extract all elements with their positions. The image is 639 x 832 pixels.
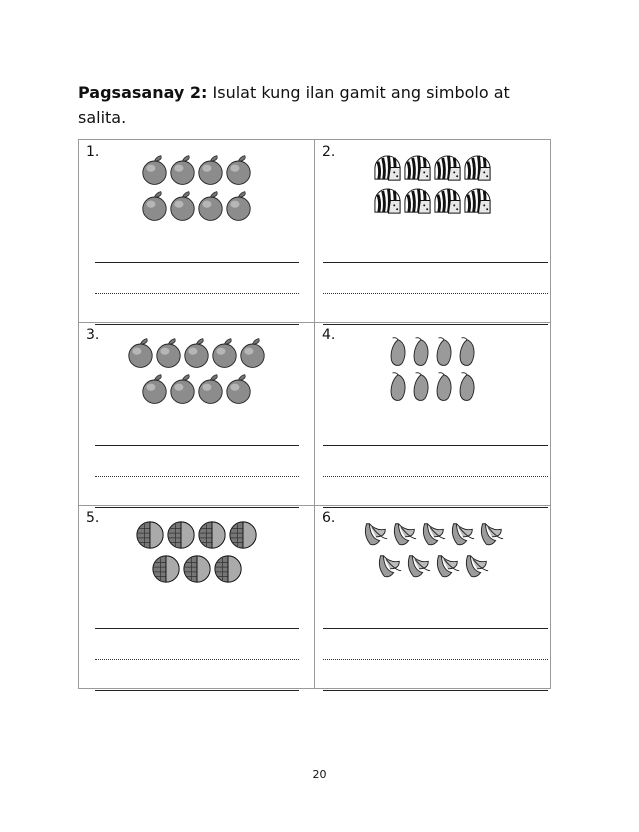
melon-icon: [166, 520, 196, 550]
item-number: 3.: [86, 327, 100, 343]
orange-icon: [225, 190, 252, 222]
fruit-row: [315, 154, 550, 183]
fruit-row: [315, 552, 550, 580]
mango-icon: [410, 372, 432, 403]
fruit-group: [79, 337, 314, 427]
instruction-text: Isulat kung ilan gamit ang simbolo at salita.: [78, 83, 510, 127]
fruit-group: [79, 154, 314, 244]
watermelon-slice-icon: [433, 154, 462, 183]
exercise-item-3: [79, 323, 315, 506]
fruit-group: [315, 520, 550, 610]
orange-icon: [225, 373, 252, 405]
watermelon-slice-icon: [463, 187, 492, 216]
answer-line-guide: [95, 293, 299, 294]
fruit-row: [79, 554, 314, 584]
exercise-item-4: [315, 323, 551, 506]
exercise-grid: [78, 139, 551, 689]
item-number: 4.: [322, 327, 336, 343]
exercise-item-1: [79, 140, 315, 323]
orange-icon: [169, 190, 196, 222]
orange-icon: [211, 337, 238, 369]
orange-icon: [239, 337, 266, 369]
watermelon-slice-icon: [373, 154, 402, 183]
fruit-row: [315, 520, 550, 548]
banana-bunch-icon: [375, 552, 403, 580]
answer-line-guide: [95, 659, 299, 660]
answer-line-guide: [95, 476, 299, 477]
orange-icon: [197, 373, 224, 405]
fruit-row: [79, 373, 314, 405]
watermelon-slice-icon: [403, 154, 432, 183]
fruit-row: [79, 520, 314, 550]
answer-line-guide: [323, 659, 548, 660]
orange-icon: [127, 337, 154, 369]
melon-icon: [197, 520, 227, 550]
banana-bunch-icon: [419, 520, 447, 548]
fruit-row: [315, 337, 550, 368]
banana-bunch-icon: [404, 552, 432, 580]
exercise-title: Pagsasanay 2:: [78, 83, 208, 102]
orange-icon: [141, 190, 168, 222]
fruit-row: [79, 337, 314, 369]
watermelon-slice-icon: [373, 187, 402, 216]
answer-line-guide: [323, 476, 548, 477]
exercise-item-2: [315, 140, 551, 323]
mango-icon: [456, 337, 478, 368]
answer-line-symbol[interactable]: [95, 628, 299, 629]
fruit-row: [315, 372, 550, 403]
answer-line-symbol[interactable]: [95, 262, 299, 263]
fruit-group: [315, 337, 550, 427]
answer-line-symbol[interactable]: [323, 445, 548, 446]
orange-icon: [197, 190, 224, 222]
melon-icon: [182, 554, 212, 584]
exercise-item-5: [79, 506, 315, 689]
orange-icon: [197, 154, 224, 186]
item-number: 5.: [86, 510, 100, 526]
melon-icon: [135, 520, 165, 550]
mango-icon: [387, 337, 409, 368]
answer-line-symbol[interactable]: [323, 262, 548, 263]
mango-icon: [433, 372, 455, 403]
instructions: [78, 80, 528, 130]
watermelon-slice-icon: [433, 187, 462, 216]
answer-line-symbol[interactable]: [323, 628, 548, 629]
banana-bunch-icon: [390, 520, 418, 548]
watermelon-slice-icon: [463, 154, 492, 183]
fruit-group: [79, 520, 314, 610]
melon-icon: [213, 554, 243, 584]
banana-bunch-icon: [448, 520, 476, 548]
banana-bunch-icon: [361, 520, 389, 548]
mango-icon: [410, 337, 432, 368]
fruit-group: [315, 154, 550, 244]
orange-icon: [155, 337, 182, 369]
answer-line-guide: [323, 293, 548, 294]
answer-line-word[interactable]: [95, 690, 299, 691]
orange-icon: [169, 373, 196, 405]
page-number: 20: [312, 768, 327, 781]
fruit-row: [79, 154, 314, 186]
orange-icon: [225, 154, 252, 186]
fruit-row: [79, 190, 314, 222]
orange-icon: [183, 337, 210, 369]
answer-line-word[interactable]: [323, 690, 548, 691]
item-number: 6.: [322, 510, 336, 526]
banana-bunch-icon: [477, 520, 505, 548]
exercise-item-6: [315, 506, 551, 689]
item-number: 2.: [322, 144, 336, 160]
banana-bunch-icon: [433, 552, 461, 580]
watermelon-slice-icon: [403, 187, 432, 216]
melon-icon: [228, 520, 258, 550]
item-number: 1.: [86, 144, 100, 160]
mango-icon: [433, 337, 455, 368]
mango-icon: [387, 372, 409, 403]
fruit-row: [315, 187, 550, 216]
orange-icon: [141, 373, 168, 405]
banana-bunch-icon: [462, 552, 490, 580]
melon-icon: [151, 554, 181, 584]
answer-line-symbol[interactable]: [95, 445, 299, 446]
orange-icon: [169, 154, 196, 186]
orange-icon: [141, 154, 168, 186]
mango-icon: [456, 372, 478, 403]
